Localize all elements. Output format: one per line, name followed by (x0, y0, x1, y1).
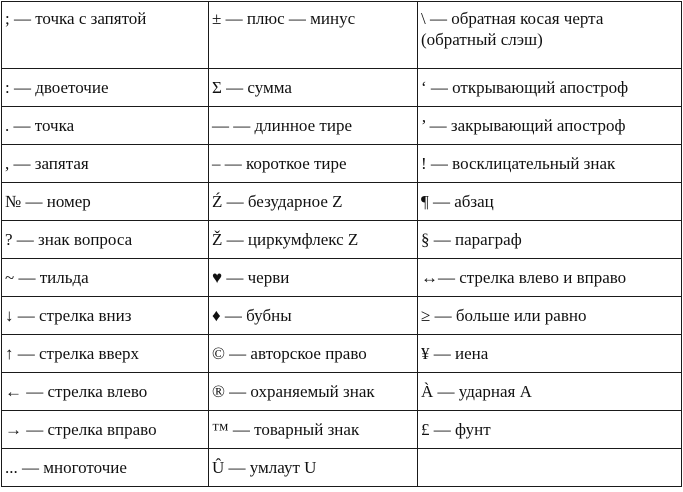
table-cell: © — авторское право (209, 335, 418, 373)
table-row (2, 411, 682, 449)
table-row (2, 335, 682, 373)
table-cell: ¥ — иена (418, 335, 682, 373)
table-row (2, 297, 682, 335)
table-cell: . — точка (2, 107, 209, 145)
table-cell: Ž — циркумфлекс Z (209, 221, 418, 259)
table-cell: ’ — закрывающий апостроф (418, 107, 682, 145)
table-cell: ♥ — черви (209, 259, 418, 297)
table-row (2, 373, 682, 411)
table-cell: ~ — тильда (2, 259, 209, 297)
table-cell: ! — восклицательный знак (418, 145, 682, 183)
table-row (2, 2, 682, 69)
table-cell: → — стрелка вправо (2, 411, 209, 449)
table-cell (418, 449, 682, 487)
table-cell: ↑ — стрелка вверх (2, 335, 209, 373)
table-row (2, 145, 682, 183)
table-cell: , — запятая (2, 145, 209, 183)
table-cell: ≥ — больше или равно (418, 297, 682, 335)
table-cell: : — двоеточие (2, 69, 209, 107)
table-cell: ← — стрелка влево (2, 373, 209, 411)
table-cell: Û — умлаут U (209, 449, 418, 487)
table-cell: ± — плюс — минус (209, 2, 418, 69)
table-cell: \ — обратная косая черта (обратный слэш) (418, 2, 682, 69)
table-cell: Ź — безударное Z (209, 183, 418, 221)
table-cell: ↔— стрелка влево и вправо (418, 259, 682, 297)
table-cell: ... — многоточие (2, 449, 209, 487)
table-cell: – — короткое тире (209, 145, 418, 183)
table-cell: — — длинное тире (209, 107, 418, 145)
table-row (2, 107, 682, 145)
table-cell: ; — точка с запятой (2, 2, 209, 69)
table-cell: ♦ — бубны (209, 297, 418, 335)
table-cell: ¶ — абзац (418, 183, 682, 221)
table-cell: ™ — товарный знак (209, 411, 418, 449)
table-cell: § — параграф (418, 221, 682, 259)
table-row (2, 183, 682, 221)
table-cell: £ — фунт (418, 411, 682, 449)
table-row (2, 259, 682, 297)
table-cell: ‘ — открывающий апостроф (418, 69, 682, 107)
table-cell: ® — охраняемый знак (209, 373, 418, 411)
table-row (2, 69, 682, 107)
table-cell: ↓ — стрелка вниз (2, 297, 209, 335)
table-cell: À — ударная A (418, 373, 682, 411)
symbols-table (1, 1, 682, 487)
table-cell: ? — знак вопроса (2, 221, 209, 259)
table-cell: № — номер (2, 183, 209, 221)
table-cell: Σ — сумма (209, 69, 418, 107)
table-row (2, 449, 682, 487)
table-row (2, 221, 682, 259)
